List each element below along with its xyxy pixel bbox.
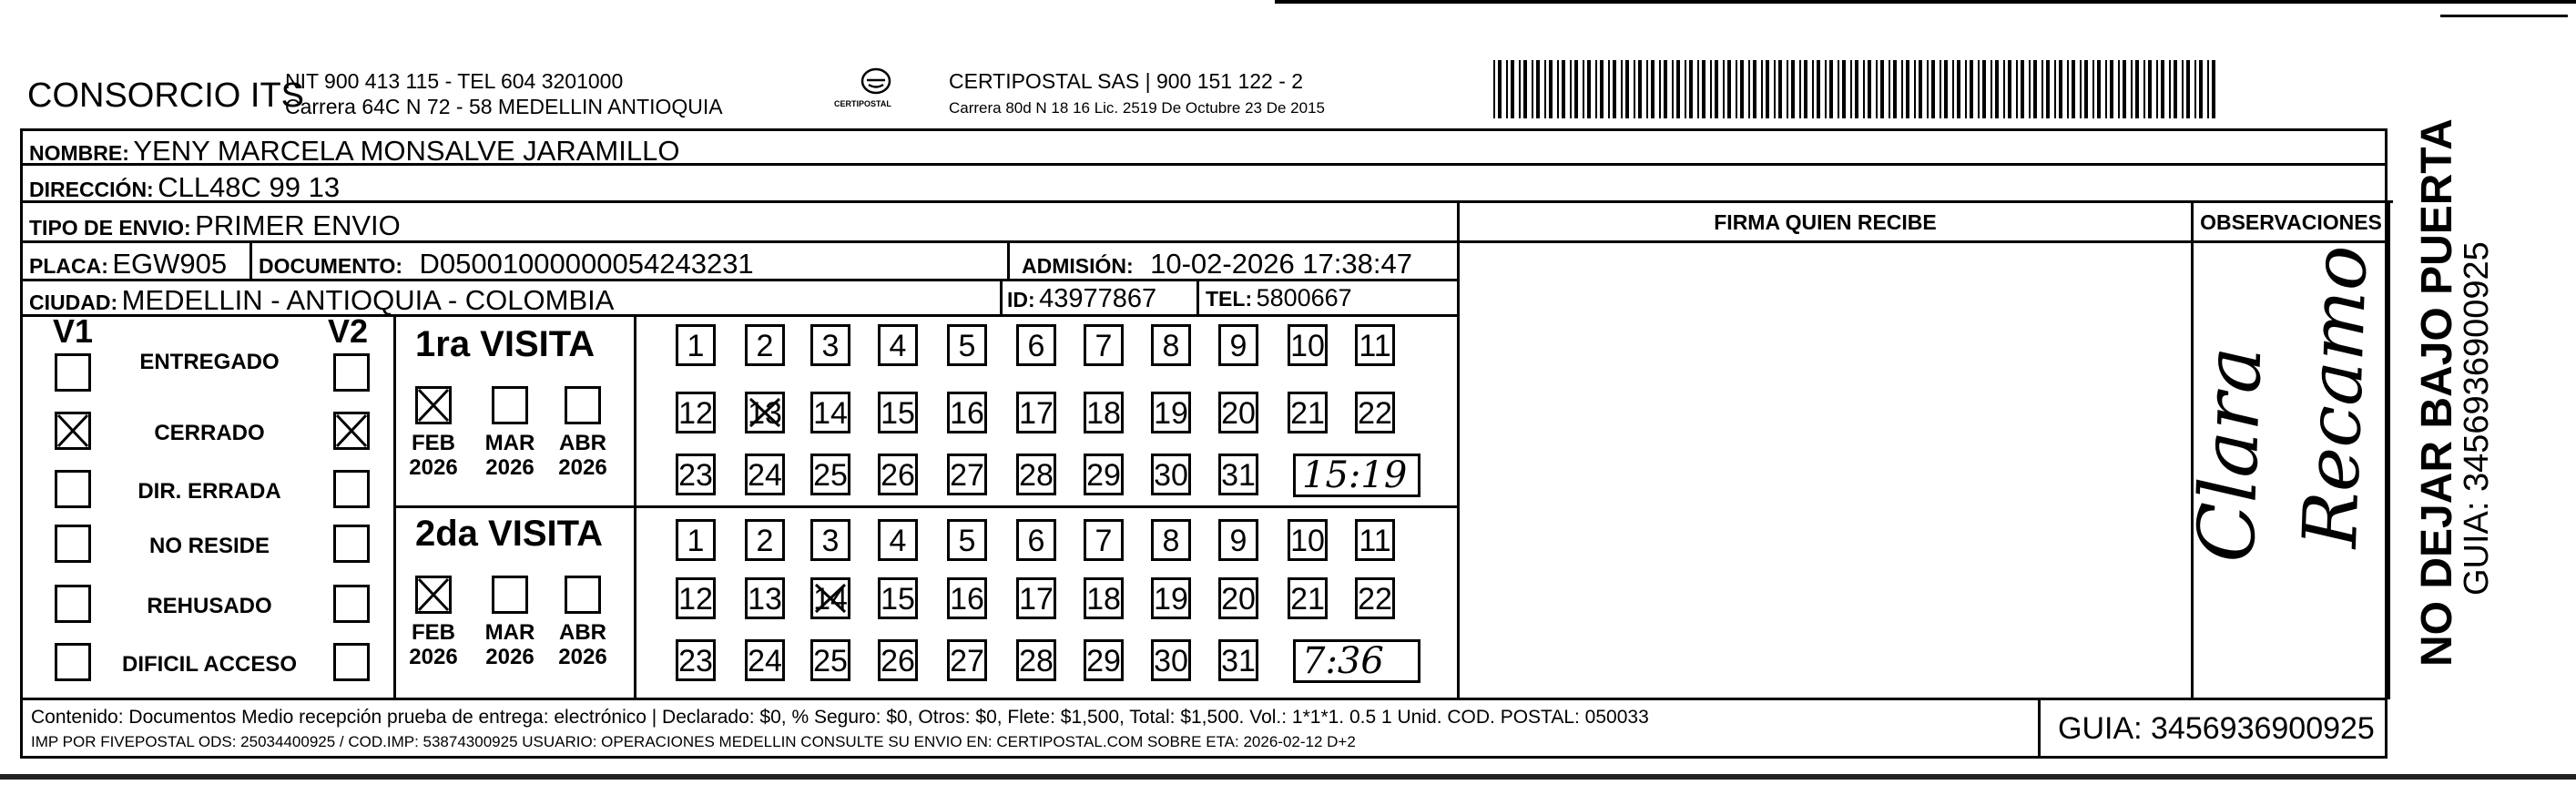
scan-edge-mark bbox=[2440, 15, 2568, 17]
status-label: DIFICIL ACCESO bbox=[121, 652, 297, 677]
direccion-row bbox=[29, 173, 340, 201]
admision-value: 10-02-2026 17:38:47 bbox=[1150, 248, 1412, 280]
first-day-box[interactable]: 23 bbox=[676, 454, 716, 495]
documento-row bbox=[259, 250, 754, 278]
first-day-box[interactable]: 5 bbox=[947, 324, 987, 366]
second-day-box[interactable]: 16 bbox=[947, 577, 987, 619]
firma-header: FIRMA QUIEN RECIBE bbox=[1714, 210, 1937, 234]
admision-row bbox=[1022, 250, 1412, 278]
nit-line: NIT 900 413 115 - TEL 604 3201000 bbox=[285, 69, 624, 93]
second-day-box[interactable]: 25 bbox=[810, 639, 850, 681]
tipo-envio-row bbox=[29, 211, 401, 240]
first-month-label: ABR bbox=[559, 431, 606, 455]
tipo-envio-label: TIPO DE ENVIO: bbox=[29, 216, 191, 240]
second-day-box[interactable]: 2 bbox=[745, 519, 785, 561]
first-day-box[interactable]: 7 bbox=[1084, 324, 1124, 366]
footer-guia: GUIA: 3456936900925 bbox=[2058, 711, 2375, 746]
company-name: CONSORCIO ITS bbox=[27, 76, 305, 115]
second-visit-title: 2da VISITA bbox=[415, 514, 603, 554]
v1-label: V1 bbox=[53, 312, 94, 350]
first-day-box[interactable]: 19 bbox=[1151, 392, 1191, 433]
second-day-box[interactable]: 12 bbox=[676, 577, 716, 619]
v2-checkbox-6[interactable] bbox=[333, 643, 370, 681]
second-day-box[interactable]: 28 bbox=[1016, 639, 1056, 681]
second-day-box[interactable]: 18 bbox=[1084, 577, 1124, 619]
second-day-box[interactable]: 7 bbox=[1084, 519, 1124, 561]
second-day-box[interactable]: 21 bbox=[1288, 577, 1328, 619]
nombre-label: NOMBRE: bbox=[29, 141, 129, 165]
second-day-box[interactable]: 30 bbox=[1151, 639, 1191, 681]
ciudad-label: CIUDAD: bbox=[29, 291, 118, 314]
placa-row bbox=[29, 250, 227, 278]
status-label: DIR. ERRADA bbox=[137, 479, 281, 504]
first-day-box[interactable]: 29 bbox=[1084, 454, 1124, 495]
second-day-box[interactable]: 10 bbox=[1288, 519, 1328, 561]
first-day-box[interactable]: 13 bbox=[745, 392, 785, 433]
first-day-box[interactable]: 14 bbox=[810, 392, 850, 433]
documento-label: DOCUMENTO: bbox=[259, 254, 403, 278]
first-day-box[interactable]: 10 bbox=[1288, 324, 1328, 366]
admision-label: ADMISIÓN: bbox=[1022, 254, 1134, 278]
status-label: CERRADO bbox=[154, 421, 265, 445]
id-row bbox=[1007, 286, 1156, 312]
second-day-box[interactable]: 23 bbox=[676, 639, 716, 681]
placa-value: EGW905 bbox=[112, 248, 228, 280]
second-day-cross-icon bbox=[812, 581, 849, 616]
status-label: NO RESIDE bbox=[148, 534, 270, 558]
second-time-handwritten: 7:36 bbox=[1302, 640, 1384, 682]
first-month-check-icon bbox=[415, 386, 452, 424]
second-day-box[interactable]: 4 bbox=[878, 519, 918, 561]
v2-checkbox-3[interactable] bbox=[333, 470, 370, 508]
first-day-box[interactable]: 18 bbox=[1084, 392, 1124, 433]
address-line: Carrera 64C N 72 - 58 MEDELLIN ANTIOQUIA bbox=[285, 95, 723, 118]
second-day-box[interactable]: 11 bbox=[1355, 519, 1395, 561]
second-day-box[interactable]: 22 bbox=[1355, 577, 1395, 619]
v2-label: V2 bbox=[328, 312, 369, 350]
second-month-check-icon bbox=[415, 576, 452, 614]
first-year-label: 2026 bbox=[485, 455, 535, 480]
v2-check-mark-icon bbox=[333, 412, 370, 450]
first-day-box[interactable]: 22 bbox=[1355, 392, 1395, 433]
first-day-box[interactable]: 4 bbox=[878, 324, 918, 366]
second-day-box[interactable]: 14 bbox=[810, 577, 850, 619]
logo-text: CERTIPOSTAL bbox=[834, 99, 891, 108]
first-day-box[interactable]: 26 bbox=[878, 454, 918, 495]
placa-label: PLACA: bbox=[29, 254, 108, 278]
nombre-value: YENY MARCELA MONSALVE JARAMILLO bbox=[133, 135, 680, 167]
second-month-checkbox-mar[interactable] bbox=[492, 576, 528, 614]
first-day-box[interactable]: 17 bbox=[1016, 392, 1056, 433]
first-year-label: 2026 bbox=[558, 455, 607, 480]
second-day-box[interactable]: 29 bbox=[1084, 639, 1124, 681]
direccion-value: CLL48C 99 13 bbox=[158, 171, 341, 203]
second-day-box[interactable]: 13 bbox=[745, 577, 785, 619]
scan-edge-bottom bbox=[0, 774, 2576, 780]
ciudad-value: MEDELLIN - ANTIOQUIA - COLOMBIA bbox=[121, 284, 615, 316]
status-label: REHUSADO bbox=[147, 594, 272, 618]
second-year-label: 2026 bbox=[485, 645, 535, 669]
direccion-label: DIRECCIÓN: bbox=[29, 178, 154, 201]
v2-checkbox-4[interactable] bbox=[333, 525, 370, 563]
nombre-row bbox=[29, 137, 679, 165]
second-day-box[interactable]: 24 bbox=[745, 639, 785, 681]
second-day-box[interactable]: 3 bbox=[810, 519, 850, 561]
documento-value: D05001000000054243231 bbox=[419, 248, 754, 280]
first-day-box[interactable]: 8 bbox=[1151, 324, 1191, 366]
handwritten-observation bbox=[2181, 243, 2386, 665]
tel-row bbox=[1206, 286, 1352, 311]
side-vertical-text bbox=[2411, 118, 2496, 672]
id-value: 43977867 bbox=[1039, 284, 1157, 313]
first-day-box[interactable]: 15 bbox=[878, 392, 918, 433]
first-day-cross-icon bbox=[747, 395, 783, 430]
first-day-box[interactable]: 3 bbox=[810, 324, 850, 366]
first-day-box[interactable]: 25 bbox=[810, 454, 850, 495]
barcode bbox=[1493, 60, 2222, 122]
v2-checkbox-5[interactable] bbox=[333, 585, 370, 623]
tel-value: 5800667 bbox=[1256, 284, 1352, 311]
second-day-box[interactable]: 15 bbox=[878, 577, 918, 619]
first-day-box[interactable]: 24 bbox=[745, 454, 785, 495]
first-day-box[interactable]: 20 bbox=[1218, 392, 1258, 433]
license-line: Carrera 80d N 18 16 Lic. 2519 De Octubre 23 De 2015 bbox=[949, 99, 1325, 117]
second-day-box[interactable]: 26 bbox=[878, 639, 918, 681]
first-month-checkbox-mar[interactable] bbox=[492, 386, 528, 424]
svg-text:Clara: Clara bbox=[2181, 344, 2280, 565]
first-day-box[interactable]: 27 bbox=[947, 454, 987, 495]
second-day-box[interactable]: 17 bbox=[1016, 577, 1056, 619]
second-year-label: 2026 bbox=[409, 645, 458, 669]
first-day-box[interactable]: 31 bbox=[1218, 454, 1258, 495]
status-label: ENTREGADO bbox=[139, 350, 280, 374]
scan-edge-top bbox=[1275, 0, 2576, 4]
first-day-box[interactable]: 11 bbox=[1355, 324, 1395, 366]
ciudad-row bbox=[29, 286, 614, 314]
second-month-label: FEB bbox=[412, 620, 455, 645]
id-label: ID: bbox=[1007, 288, 1035, 311]
first-day-box[interactable]: 30 bbox=[1151, 454, 1191, 495]
first-day-box[interactable]: 9 bbox=[1218, 324, 1258, 366]
first-month-label: FEB bbox=[412, 431, 455, 455]
second-day-box[interactable]: 1 bbox=[676, 519, 716, 561]
footer-contenido: Contenido: Documentos Medio recepción prueba de entrega: electrónico | Declarado: $0, % Seguro: $0, Otros: $0, Flete: $1,500, Total: $1,500. Vol.: 1*1*1. 0.5 1 Unid. COD. POSTAL: 050033 bbox=[31, 707, 1649, 728]
first-day-box[interactable]: 1 bbox=[676, 324, 716, 366]
svg-text:Recamo: Recamo bbox=[2286, 243, 2385, 550]
certipostal-line: CERTIPOSTAL SAS | 900 151 122 - 2 bbox=[949, 69, 1304, 93]
first-visit-title: 1ra VISITA bbox=[415, 324, 596, 364]
no-dejar-text: NO DEJAR BAJO PUERTA bbox=[2413, 118, 2461, 667]
first-month-label: MAR bbox=[484, 431, 535, 455]
second-day-box[interactable]: 27 bbox=[947, 639, 987, 681]
first-day-box[interactable]: 12 bbox=[676, 392, 716, 433]
second-year-label: 2026 bbox=[558, 645, 607, 669]
first-time-handwritten: 15:19 bbox=[1302, 454, 1408, 496]
second-day-box[interactable]: 5 bbox=[947, 519, 987, 561]
certipostal-logo-icon bbox=[860, 67, 892, 97]
second-month-checkbox-abr[interactable] bbox=[565, 576, 601, 614]
tipo-envio-value: PRIMER ENVIO bbox=[195, 209, 401, 241]
second-day-box[interactable]: 31 bbox=[1218, 639, 1258, 681]
second-day-box[interactable]: 6 bbox=[1016, 519, 1056, 561]
second-day-box[interactable]: 9 bbox=[1218, 519, 1258, 561]
second-day-box[interactable]: 8 bbox=[1151, 519, 1191, 561]
footer-imp: IMP POR FIVEPOSTAL ODS: 25034400925 / COD.IMP: 53874300925 USUARIO: OPERACIONES MEDELLIN CONSULTE SU ENVIO EN: CERTIPOSTAL.COM SOBRE ETA: 2026-02-12 D+2 bbox=[31, 733, 1356, 750]
first-month-checkbox-abr[interactable] bbox=[565, 386, 601, 424]
tel-label: TEL: bbox=[1206, 287, 1253, 311]
first-day-box[interactable]: 6 bbox=[1016, 324, 1056, 366]
first-day-box[interactable]: 2 bbox=[745, 324, 785, 366]
v2-checkbox-1[interactable] bbox=[333, 353, 370, 392]
first-year-label: 2026 bbox=[409, 455, 458, 480]
first-day-box[interactable]: 16 bbox=[947, 392, 987, 433]
first-day-box[interactable]: 28 bbox=[1016, 454, 1056, 495]
second-month-label: MAR bbox=[484, 620, 535, 645]
observaciones-header: OBSERVACIONES bbox=[2200, 210, 2382, 234]
second-month-label: ABR bbox=[559, 620, 606, 645]
first-day-box[interactable]: 21 bbox=[1288, 392, 1328, 433]
second-day-box[interactable]: 19 bbox=[1151, 577, 1191, 619]
side-guia-text: GUIA: 3456936900925 bbox=[2458, 241, 2496, 596]
second-day-box[interactable]: 20 bbox=[1218, 577, 1258, 619]
